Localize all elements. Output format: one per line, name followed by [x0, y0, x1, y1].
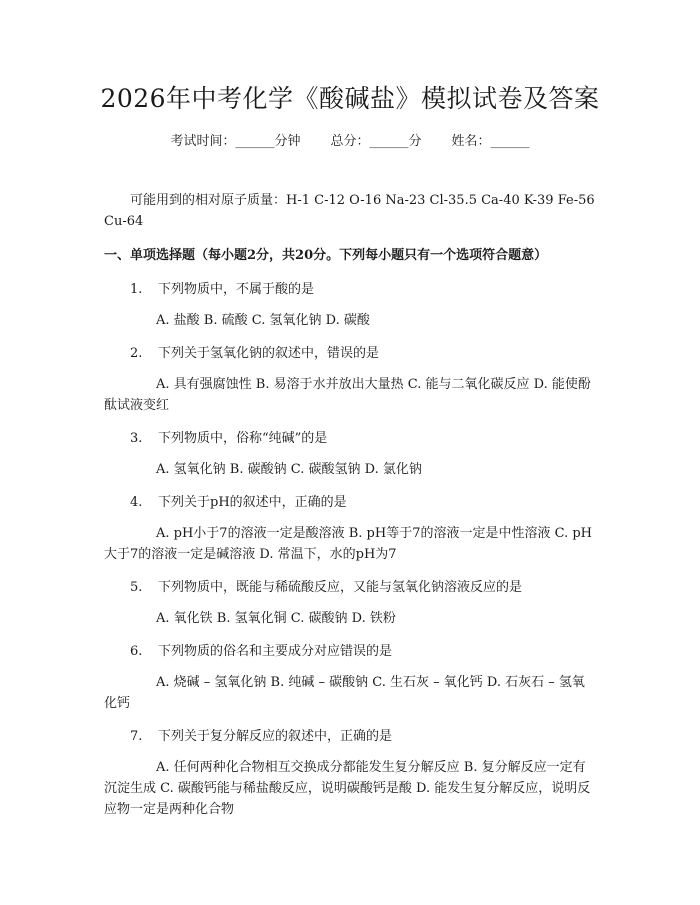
- total-score-field: 总分：______分: [330, 134, 422, 149]
- question-options: A. 具有强腐蚀性 B. 易溶于水并放出大量热 C. 能与二氧化碳反应 D. 能使酚酞试液变红: [104, 377, 591, 413]
- question-stem: [104, 343, 596, 364]
- question-text: 下列物质中，既能与稀硫酸反应，又能与氢氧化钠溶液反应的是: [158, 580, 523, 595]
- question-options: A. 氢氧化钠 B. 碳酸钠 C. 碳酸氢钠 D. 氯化钠: [156, 462, 422, 477]
- question-stem: [104, 279, 596, 300]
- question-item: [104, 641, 596, 714]
- question-stem: [104, 641, 596, 662]
- question-text: 下列物质的俗名和主要成分对应错误的是: [158, 644, 393, 659]
- question-list: [104, 279, 596, 820]
- page-title: 2026年中考化学《酸碱盐》模拟试卷及答案: [100, 84, 600, 113]
- question-stem: [104, 726, 596, 747]
- question-stem: [104, 492, 596, 513]
- question-item: [104, 279, 596, 331]
- question-number: 5.: [130, 580, 143, 595]
- question-text: 下列关于pH的叙述中，正确的是: [158, 495, 347, 510]
- question-number: 3.: [130, 431, 143, 446]
- question-item: [104, 726, 596, 820]
- question-item: [104, 577, 596, 629]
- atomic-masses-note: 可能用到的相对原子质量：H-1 C-12 O-16 Na-23 Cl-35.5 Ca-40 K-39 Fe-56 Cu-64: [104, 193, 595, 229]
- question-options: A. 任何两种化合物相互交换成分都能发生复分解反应 B. 复分解反应一定有沉淀生成 C. 碳酸钙能与稀盐酸反应，说明碳酸钙是酸 D. 能发生复分解反应，说明反应物一定是两种化合物: [104, 760, 591, 817]
- exam-info-line: [0, 132, 700, 152]
- question-number: 7.: [130, 729, 143, 744]
- question-text: 下列关于氢氧化钠的叙述中，错误的是: [158, 346, 380, 361]
- question-item: [104, 343, 596, 416]
- question-number: 4.: [130, 495, 143, 510]
- exam-time-field: 考试时间：______分钟: [170, 134, 301, 149]
- question-text: 下列物质中，不属于酸的是: [158, 282, 315, 297]
- question-stem: [104, 577, 596, 598]
- question-options: A. 盐酸 B. 硫酸 C. 氢氧化钠 D. 碳酸: [156, 313, 370, 328]
- section-heading: 一、单项选择题（每小题2分，共20分。下列每小题只有一个选项符合题意）: [104, 248, 548, 263]
- question-stem: [104, 428, 596, 449]
- question-options: A. 氧化铁 B. 氢氧化铜 C. 碳酸钠 D. 铁粉: [156, 611, 396, 626]
- question-item: [104, 428, 596, 480]
- question-number: 2.: [130, 346, 143, 361]
- question-options: A. pH小于7的溶液一定是酸溶液 B. pH等于7的溶液一定是中性溶液 C. pH大于7的溶液一定是碱溶液 D. 常温下，水的pH为7: [104, 526, 593, 562]
- question-item: [104, 492, 596, 565]
- question-number: 6.: [130, 644, 143, 659]
- question-options: A. 烧碱 – 氢氧化钠 B. 纯碱 – 碳酸钠 C. 生石灰 – 氧化钙 D. 石灰石 – 氢氧化钙: [104, 675, 585, 711]
- student-name-field: 姓名：______: [451, 134, 530, 149]
- exam-content: [104, 190, 596, 820]
- question-text: 下列物质中，俗称“纯碱”的是: [158, 431, 328, 446]
- question-number: 1.: [130, 282, 143, 297]
- question-text: 下列关于复分解反应的叙述中，正确的是: [158, 729, 393, 744]
